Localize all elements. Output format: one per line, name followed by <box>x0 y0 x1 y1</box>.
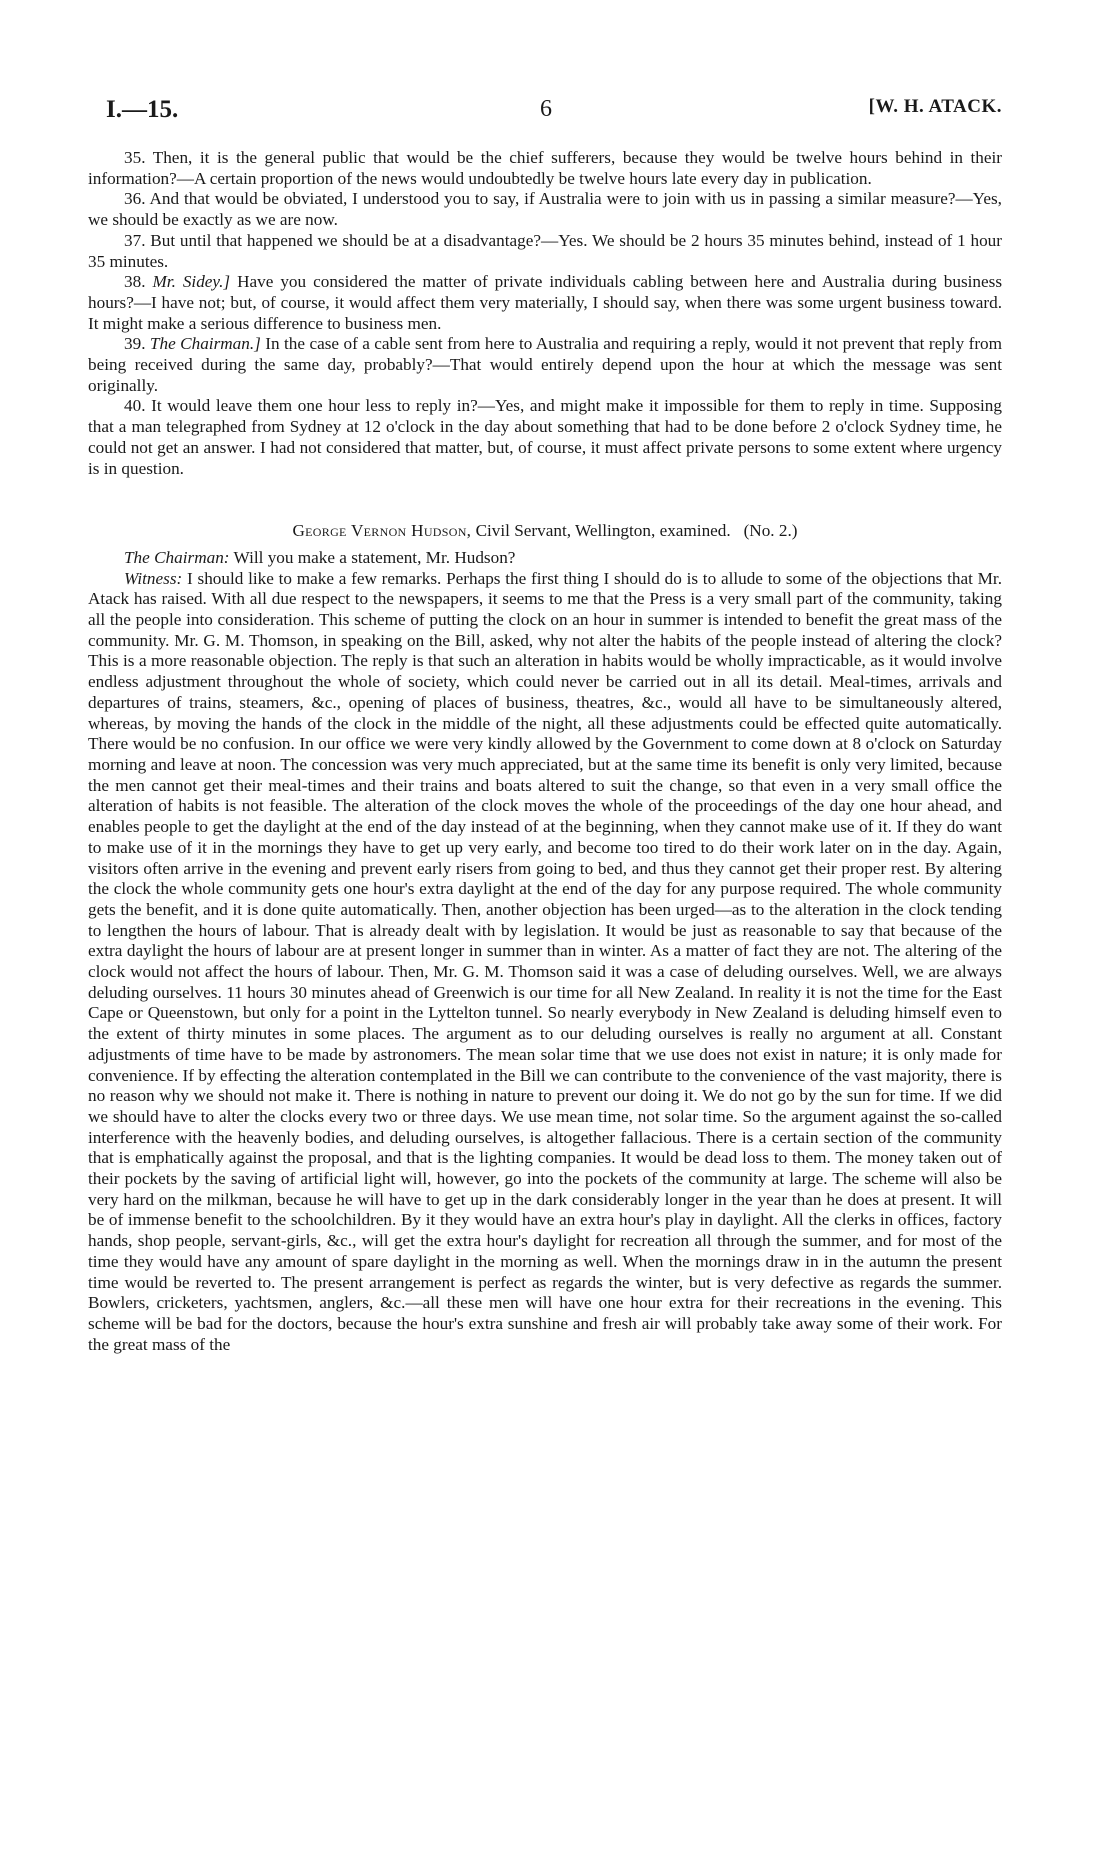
question-paragraph: 35. Then, it is the general public that would be the chief sufferers, because they would be twelve hours behind in their information?—A certain proportion of the news would undoubtedly be twelve hours late every day in publication. <box>88 148 1002 188</box>
question-paragraph: 40. It would leave them one hour less to reply in?—Yes, and might make it impossible for them to reply in time. Supposing that a man telegraphed from Sydney at 12 o'clock in the day about something that had to be done before 2 o'clock Sydney time, he could not get an answer. I had not considered that matter, but, of course, it must affect private persons to some extent where urgency is in question. <box>88 396 1002 478</box>
question-paragraph: 36. And that would be obviated, I understood you to say, if Australia were to join with us in passing a similar measure?—Yes, we should be exactly as we are now. <box>88 189 1002 230</box>
question-paragraph: 39. The Chairman.] In the case of a cable sent from here to Australia and requiring a reply, would it not prevent that reply from being received during the same day, probably?—That would entirely depend upon the hour at which the message was sent originally. <box>88 334 1003 395</box>
question-paragraph: 38. Mr. Sidey.] Have you considered the matter of private individuals cabling between here and Australia during business hours?—I have not; but, of course, it would affect them very materially, I should say, when there was some urgent business toward. It might make a serious difference to business men. <box>88 272 1003 333</box>
witness-name: George Vernon Hudson, <box>292 521 472 541</box>
question-paragraph: 37. But until that happened we should be at a disadvantage?—Yes. We should be 2 hours 35 minutes behind, instead of 1 hour 35 minutes. <box>88 230 1002 271</box>
witness-description: Civil Servant, Wellington, examined. <box>475 521 731 541</box>
page-number: 6 <box>540 96 552 122</box>
witness-statement: Witness: I should like to make a few remarks. Perhaps the first thing I should do is to allude to some of the objections that Mr. Atack has raised. With all due respect to the newspapers, it seems to me that the Press is a very small part of the community, taking all the people into consideration. This scheme of putting the clock on an hour in summer is intended to benefit the great mass of the community. Mr. G. M. Thomson, in speaking on the Bill, asked, why not alter the habits of the people instead of altering the clock? This is a more reasonable objection. The reply is that such an alteration in habits would be wholly impracticable, as it would involve endless adjustment throughout the whole of society, which could never be carried out in all its detail. Meal-times, arrivals and departures of trains, steamers, &c., opening of places of business, theatres, &c., would all have to be simultaneously altered, whereas, by moving the hands of the clock in the middle of the night, all these adjustments could be effected quite automatically. There would be no confusion. In our office we were very kindly allowed by the Government to come down at 8 o'clock on Saturday morning and leave at noon. The concession was very much appreciated, but at the same time its benefit is only very limited, because the men cannot get their meal-times and their trains and boats altered to suit the change, so that even in a very small office the alteration of habits is not feasible. The alteration of the clock moves the whole of the proceedings of the day one hour ahead, and enables people to get the daylight at the end of the day instead of at the beginning, when they cannot make use of it. If they do want to make use of it in the mornings they have to get up very early, and become too tired to do their work later on in the day. Again, visitors often arrive in the evening and prevent early risers from going to bed, and thus they cannot get their proper rest. By altering the clock the whole community gets one hour's extra daylight at the end of the day for any purpose required. The whole community gets the benefit, and it is done quite automatically. Then, another objection has been urged—as to the alteration in the clock tending to lengthen the hours of labour. That is already dealt with by legislation. It would be just as reasonable to say that because of the extra daylight the hours of labour are at present longer in summer than in winter. As a matter of fact they are not. The altering of the clock would not affect the hours of labour. Then, Mr. G. M. Thomson said it was a case of deluding ourselves. Well, we are always deluding ourselves. 11 hours 30 minutes ahead of Greenwich is our time for all New Zealand. In reality it is not the time for the East Cape or Queenstown, but only for a point in the Lyttelton tunnel. So nearly everybody in New Zealand is deluding himself even to the extent of thirty minutes in some places. The argument as to our deluding ourselves is really no argument at all. Constant adjustments of time have to be made by astronomers. The mean solar time that we use does not exist in nature; it is only made for convenience. If by effecting the alteration contemplated in the Bill we can contribute to the convenience of the vast majority, there is no reason why we should not make it. There is nothing in nature to prevent our doing it. We do not go by the sun for time. If we did we should have to alter the clocks every two or three days. We use mean time, not solar time. So the argument against the so-called interference with the heavenly bodies, and deluding ourselves, is altogether fallacious. There is a certain section of the community that is emphatically against the proposal, and that is the lighting companies. It would be dead loss to them. The money taken out of their pockets by the saving of artificial light will, however, go into the pockets of the community at large. The scheme will also be very hard on the milkman, because he will have to get up in the dark considerably longer in the year than he does at present. It will be of immense benefit to the schoolchildren. By it they would have an extra hour's play in daylight. All the clerks in offices, factory hands, shop people, servant-girls, &c., will get the extra hour's daylight for recreation all through the summer, and for most of the time they would have any amount of spare daylight in the morning as well. When the mornings draw in in the autumn the present time would be reverted to. The present arrangement is perfect as regards the winter, but is very defective as regards the summer. Bowlers, cricketers, yachtsmen, anglers, &c.—all these men will have one hour extra for their recreations in the evening. This scheme will be bad for the doctors, because the hour's extra sunshine and fresh air will probably take away some of their work. For the great mass of the <box>88 568 1003 1354</box>
witness-running-head: [W. H. ATACK. <box>868 96 1002 117</box>
page-body <box>88 148 1002 1355</box>
section-spacer <box>88 479 1002 521</box>
document-reference: I.—15. <box>106 96 179 123</box>
witness-heading <box>88 521 1002 542</box>
page-header <box>88 96 1002 132</box>
witness-number: (No. 2.) <box>743 521 798 541</box>
chairman-question: The Chairman: Will you make a statement, Mr. Hudson? <box>124 547 516 567</box>
